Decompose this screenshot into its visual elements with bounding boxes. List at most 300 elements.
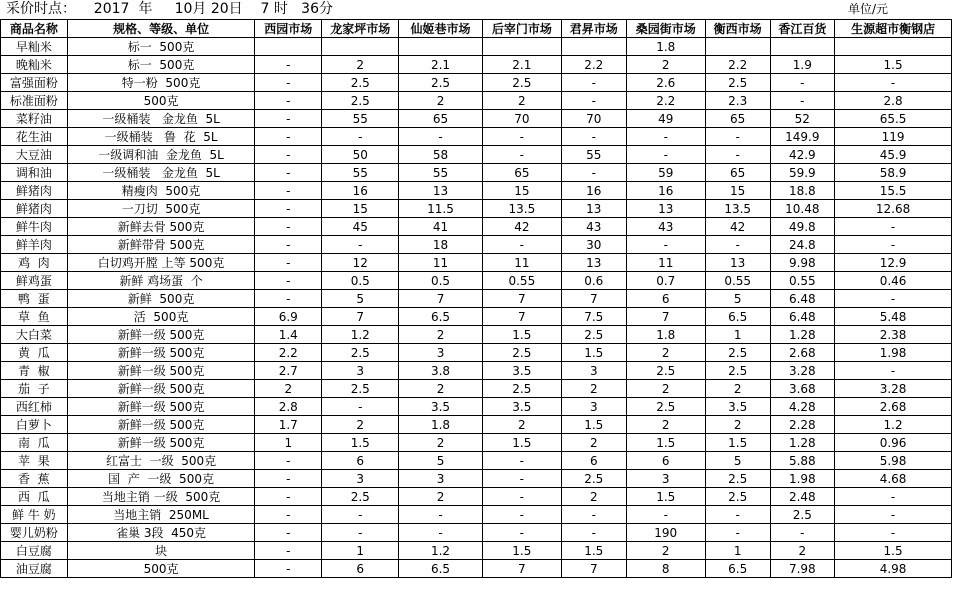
product-name-cell: 花生油 [1,128,68,146]
price-cell: 42 [705,218,770,236]
price-cell: 2.28 [770,416,835,434]
price-cell: 6 [322,452,399,470]
spec-cell: 新鲜一级 500克 [67,434,255,452]
price-cell: 41 [399,218,482,236]
price-cell: 65 [705,110,770,128]
price-cell: 6.5 [399,560,482,578]
price-cell: - [255,218,322,236]
price-cell: - [561,164,626,182]
table-row [1,272,952,290]
price-cell: 16 [626,182,705,200]
price-cell: 3.5 [482,362,561,380]
column-header: 西园市场 [255,20,322,38]
table-row [1,218,952,236]
price-cell: 0.55 [770,272,835,290]
price-cell: 2.5 [482,380,561,398]
price-cell: 24.8 [770,236,835,254]
price-cell: 6.48 [770,290,835,308]
price-cell: 1.28 [770,434,835,452]
price-cell: - [255,488,322,506]
price-cell: - [705,236,770,254]
table-row [1,290,952,308]
table-body [1,38,952,578]
price-cell: - [322,128,399,146]
spec-cell: 特一粉 500克 [67,74,255,92]
price-cell: 0.55 [482,272,561,290]
price-cell: - [255,56,322,74]
price-cell: 1.5 [705,434,770,452]
price-cell: 15 [705,182,770,200]
price-cell: 5 [322,290,399,308]
price-cell: 2.2 [561,56,626,74]
column-header: 生源超市衡钢店 [835,20,952,38]
price-cell: 2.5 [482,344,561,362]
spec-cell: 新鲜一级 500克 [67,398,255,416]
price-cell: 58 [399,146,482,164]
price-cell: - [399,128,482,146]
unit-label: 单位/元 [847,2,888,16]
price-cell: 1 [322,542,399,560]
price-cell: 2.38 [835,326,952,344]
table-row [1,470,952,488]
spec-cell: 一级桶装 鲁 花 5L [67,128,255,146]
price-cell: 4.68 [835,470,952,488]
spec-cell: 白切鸡开膛 上等 500克 [67,254,255,272]
product-name-cell: 苹 果 [1,452,68,470]
price-cell: 18 [399,236,482,254]
price-cell: 6 [322,560,399,578]
spec-cell: 块 [67,542,255,560]
price-cell: - [255,110,322,128]
price-cell: 1.7 [255,416,322,434]
price-cell: 45.9 [835,146,952,164]
price-cell: - [399,524,482,542]
price-cell: - [255,164,322,182]
spec-cell: 标一 500克 [67,38,255,56]
price-cell: 65 [399,110,482,128]
price-cell: 1.2 [322,326,399,344]
table-row [1,380,952,398]
spec-cell: 一级调和油 金龙鱼 5L [67,146,255,164]
price-cell: - [770,74,835,92]
product-name-cell: 鸡 肉 [1,254,68,272]
price-cell: - [561,506,626,524]
price-cell: 5 [705,452,770,470]
price-cell: 7 [322,308,399,326]
price-cell: 42.9 [770,146,835,164]
price-cell: 6.48 [770,308,835,326]
price-cell: 2 [399,380,482,398]
price-cell: - [255,560,322,578]
price-cell: 70 [482,110,561,128]
price-cell: 1.5 [561,344,626,362]
price-cell: 50 [322,146,399,164]
table-row [1,74,952,92]
price-cell: 18.8 [770,182,835,200]
price-cell: 2.5 [705,344,770,362]
price-cell: 13.5 [482,200,561,218]
price-cell: 6.9 [255,308,322,326]
price-cell: 11 [399,254,482,272]
price-cell: - [255,452,322,470]
product-name-cell: 西 瓜 [1,488,68,506]
price-cell: 16 [322,182,399,200]
price-cell: 3 [626,470,705,488]
price-cell: 2 [626,416,705,434]
price-cell: 2 [399,488,482,506]
price-cell: 6 [626,452,705,470]
spec-cell: 新鲜去骨 500克 [67,218,255,236]
price-cell [255,38,322,56]
price-cell [561,38,626,56]
price-cell: 2 [322,56,399,74]
product-name-cell: 茄 子 [1,380,68,398]
price-cell: 1.5 [626,434,705,452]
product-name-cell: 婴儿奶粉 [1,524,68,542]
price-cell: - [322,398,399,416]
spec-cell: 新鲜一级 500克 [67,326,255,344]
product-name-cell: 油豆腐 [1,560,68,578]
table-row [1,362,952,380]
price-cell: 2 [626,56,705,74]
price-cell: 2 [626,380,705,398]
price-cell: 0.5 [399,272,482,290]
price-cell: - [835,236,952,254]
price-cell: 1.98 [835,344,952,362]
spec-cell: 活 500克 [67,308,255,326]
price-cell: 1.4 [255,326,322,344]
price-cell: 2.7 [255,362,322,380]
price-cell: 2.1 [399,56,482,74]
price-cell: 55 [322,164,399,182]
price-cell: 13 [705,254,770,272]
spec-cell: 新鲜 鸡场蛋 个 [67,272,255,290]
column-header: 规格、等级、单位 [67,20,255,38]
price-cell: - [322,524,399,542]
product-name-cell: 青 椒 [1,362,68,380]
price-cell: 5 [705,290,770,308]
table-row [1,326,952,344]
price-cell: 0.96 [835,434,952,452]
table-row [1,452,952,470]
product-name-cell: 鲜牛肉 [1,218,68,236]
price-cell: - [835,488,952,506]
price-cell [770,38,835,56]
price-cell: - [482,146,561,164]
price-cell: 2.5 [322,74,399,92]
price-cell: - [322,236,399,254]
price-cell: - [255,92,322,110]
price-cell: 0.6 [561,272,626,290]
price-cell: 1.8 [626,38,705,56]
price-cell: 2.8 [255,398,322,416]
product-name-cell: 白豆腐 [1,542,68,560]
price-cell: 7 [626,308,705,326]
price-cell: - [255,74,322,92]
price-cell: 59 [626,164,705,182]
table-row [1,506,952,524]
price-cell: 43 [626,218,705,236]
price-cell: 1.5 [482,434,561,452]
price-cell: 2.5 [705,470,770,488]
price-cell: 0.55 [705,272,770,290]
product-name-cell: 草 鱼 [1,308,68,326]
title-row [0,0,954,19]
price-cell: 1.5 [561,416,626,434]
price-cell: 119 [835,128,952,146]
column-header: 仙姬巷市场 [399,20,482,38]
price-cell: 3.68 [770,380,835,398]
product-name-cell: 大白菜 [1,326,68,344]
price-cell: 6.5 [705,560,770,578]
table-row [1,524,952,542]
price-cell: 2.5 [705,488,770,506]
table-row [1,110,952,128]
price-cell: 1.5 [626,488,705,506]
price-cell: 1.5 [561,542,626,560]
table-row [1,344,952,362]
price-cell: - [482,236,561,254]
price-cell: 2.5 [705,362,770,380]
price-cell: - [705,146,770,164]
price-cell: 16 [561,182,626,200]
price-cell: 2 [399,326,482,344]
price-cell: 13.5 [705,200,770,218]
product-name-cell: 菜籽油 [1,110,68,128]
column-header: 龙家坪市场 [322,20,399,38]
price-cell: 2.5 [626,362,705,380]
price-cell: 2 [626,542,705,560]
product-name-cell: 黄 瓜 [1,344,68,362]
price-cell: 5.98 [835,452,952,470]
price-cell: 3 [399,344,482,362]
price-cell: 6 [561,452,626,470]
column-header: 君昇市场 [561,20,626,38]
price-cell: 45 [322,218,399,236]
price-cell: - [322,506,399,524]
product-name-cell: 鲜 牛 奶 [1,506,68,524]
price-cell: 11 [626,254,705,272]
price-cell: 52 [770,110,835,128]
price-cell [482,38,561,56]
spec-cell: 当地主销 一级 500克 [67,488,255,506]
price-cell: 3 [322,362,399,380]
price-cell: - [255,182,322,200]
product-name-cell: 调和油 [1,164,68,182]
price-cell: 3.5 [399,398,482,416]
column-header: 后宰门市场 [482,20,561,38]
price-cell: 4.98 [835,560,952,578]
spec-cell: 红富士 一级 500克 [67,452,255,470]
spec-cell: 一级桶装 金龙鱼 5L [67,164,255,182]
price-cell: 149.9 [770,128,835,146]
price-cell: 10.48 [770,200,835,218]
price-cell: - [561,74,626,92]
product-name-cell: 鲜猪肉 [1,200,68,218]
price-cell: 13 [399,182,482,200]
table-row [1,38,952,56]
price-cell: 2.68 [835,398,952,416]
product-name-cell: 早籼米 [1,38,68,56]
price-cell: 2.48 [770,488,835,506]
product-name-cell: 鸭 蛋 [1,290,68,308]
price-cell: 7 [561,560,626,578]
spec-cell: 国 产 一级 500克 [67,470,255,488]
price-cell: 2 [705,380,770,398]
price-cell: 0.7 [626,272,705,290]
price-table [0,19,952,578]
price-cell: 5.88 [770,452,835,470]
price-cell: 7 [482,290,561,308]
price-cell: 2 [399,434,482,452]
price-cell: 2.2 [255,344,322,362]
price-cell: - [482,452,561,470]
price-cell: 30 [561,236,626,254]
price-cell: 2 [626,344,705,362]
price-cell: - [705,128,770,146]
column-header: 商品名称 [1,20,68,38]
price-cell: - [770,92,835,110]
price-cell: 5 [399,452,482,470]
price-cell: - [482,488,561,506]
table-row [1,182,952,200]
price-cell: 6.5 [399,308,482,326]
table-row [1,560,952,578]
product-name-cell: 西红柿 [1,398,68,416]
price-cell: - [255,236,322,254]
price-cell: 2 [561,488,626,506]
price-cell: - [255,200,322,218]
spec-cell: 新鲜一级 500克 [67,362,255,380]
spec-cell: 新鲜一级 500克 [67,344,255,362]
price-cell: 42 [482,218,561,236]
price-cell: - [255,254,322,272]
price-cell: 1.5 [835,542,952,560]
price-cell: 1.2 [835,416,952,434]
price-cell: 7 [482,560,561,578]
price-cell: 11.5 [399,200,482,218]
spec-cell: 新鲜一级 500克 [67,416,255,434]
price-cell: 15.5 [835,182,952,200]
price-cell: 190 [626,524,705,542]
price-cell: 7 [561,290,626,308]
price-cell: 2 [482,416,561,434]
price-cell: 1.8 [399,416,482,434]
price-cell: 55 [561,146,626,164]
price-cell: 5.48 [835,308,952,326]
price-cell: 7 [482,308,561,326]
price-cell: - [626,506,705,524]
spec-cell: 一级桶装 金龙鱼 5L [67,110,255,128]
price-cell: - [835,290,952,308]
table-row [1,128,952,146]
price-cell: - [255,290,322,308]
product-name-cell: 白萝卜 [1,416,68,434]
spec-cell: 500克 [67,560,255,578]
table-row [1,398,952,416]
price-cell: 2.5 [322,488,399,506]
price-cell: - [482,506,561,524]
price-cell: 1.5 [835,56,952,74]
column-header: 香江百货 [770,20,835,38]
table-row [1,146,952,164]
product-name-cell: 香 蕉 [1,470,68,488]
price-cell: 65.5 [835,110,952,128]
price-cell: 2.5 [322,92,399,110]
price-cell: 1.5 [482,326,561,344]
price-cell: - [255,542,322,560]
price-cell: 2 [399,92,482,110]
price-cell: 1 [705,542,770,560]
price-cell: 2.2 [626,92,705,110]
price-cell: 2.5 [322,380,399,398]
price-cell: - [770,524,835,542]
price-cell: - [482,470,561,488]
price-cell: 12.68 [835,200,952,218]
price-cell: 49 [626,110,705,128]
price-cell: - [255,272,322,290]
price-cell: 2 [482,92,561,110]
price-cell: 43 [561,218,626,236]
product-name-cell: 南 瓜 [1,434,68,452]
price-cell: 15 [322,200,399,218]
price-cell: 2.5 [322,344,399,362]
price-cell: 13 [626,200,705,218]
spec-cell: 新鲜一级 500克 [67,380,255,398]
price-cell: 65 [482,164,561,182]
price-cell: 65 [705,164,770,182]
price-cell: 49.8 [770,218,835,236]
price-cell: - [835,74,952,92]
price-cell: - [626,236,705,254]
table-row [1,488,952,506]
price-cell: 7.5 [561,308,626,326]
price-cell: - [626,128,705,146]
price-cell: 2 [705,416,770,434]
product-name-cell: 大豆油 [1,146,68,164]
price-cell: 1.8 [626,326,705,344]
price-cell: - [835,524,952,542]
price-cell: 3 [561,362,626,380]
spec-cell: 新鲜 500克 [67,290,255,308]
price-cell: 4.28 [770,398,835,416]
price-cell [705,38,770,56]
price-cell: 6.5 [705,308,770,326]
price-cell: - [561,92,626,110]
product-name-cell: 标准面粉 [1,92,68,110]
price-cell: 1.5 [482,542,561,560]
price-cell: 8 [626,560,705,578]
price-cell: 2 [322,416,399,434]
spec-cell: 500克 [67,92,255,110]
table-row [1,542,952,560]
price-cell: 59.9 [770,164,835,182]
price-cell: 3 [322,470,399,488]
price-cell: 2.5 [770,506,835,524]
price-cell: 2.5 [705,74,770,92]
price-cell: 1.5 [322,434,399,452]
price-cell: 7 [399,290,482,308]
price-cell: 2.6 [626,74,705,92]
column-header: 衡西市场 [705,20,770,38]
price-cell: 1 [255,434,322,452]
spec-cell: 一刀切 500克 [67,200,255,218]
price-cell: 2.5 [561,470,626,488]
price-cell: 3.5 [705,398,770,416]
price-cell: - [705,506,770,524]
price-cell: - [626,146,705,164]
price-cell [399,38,482,56]
